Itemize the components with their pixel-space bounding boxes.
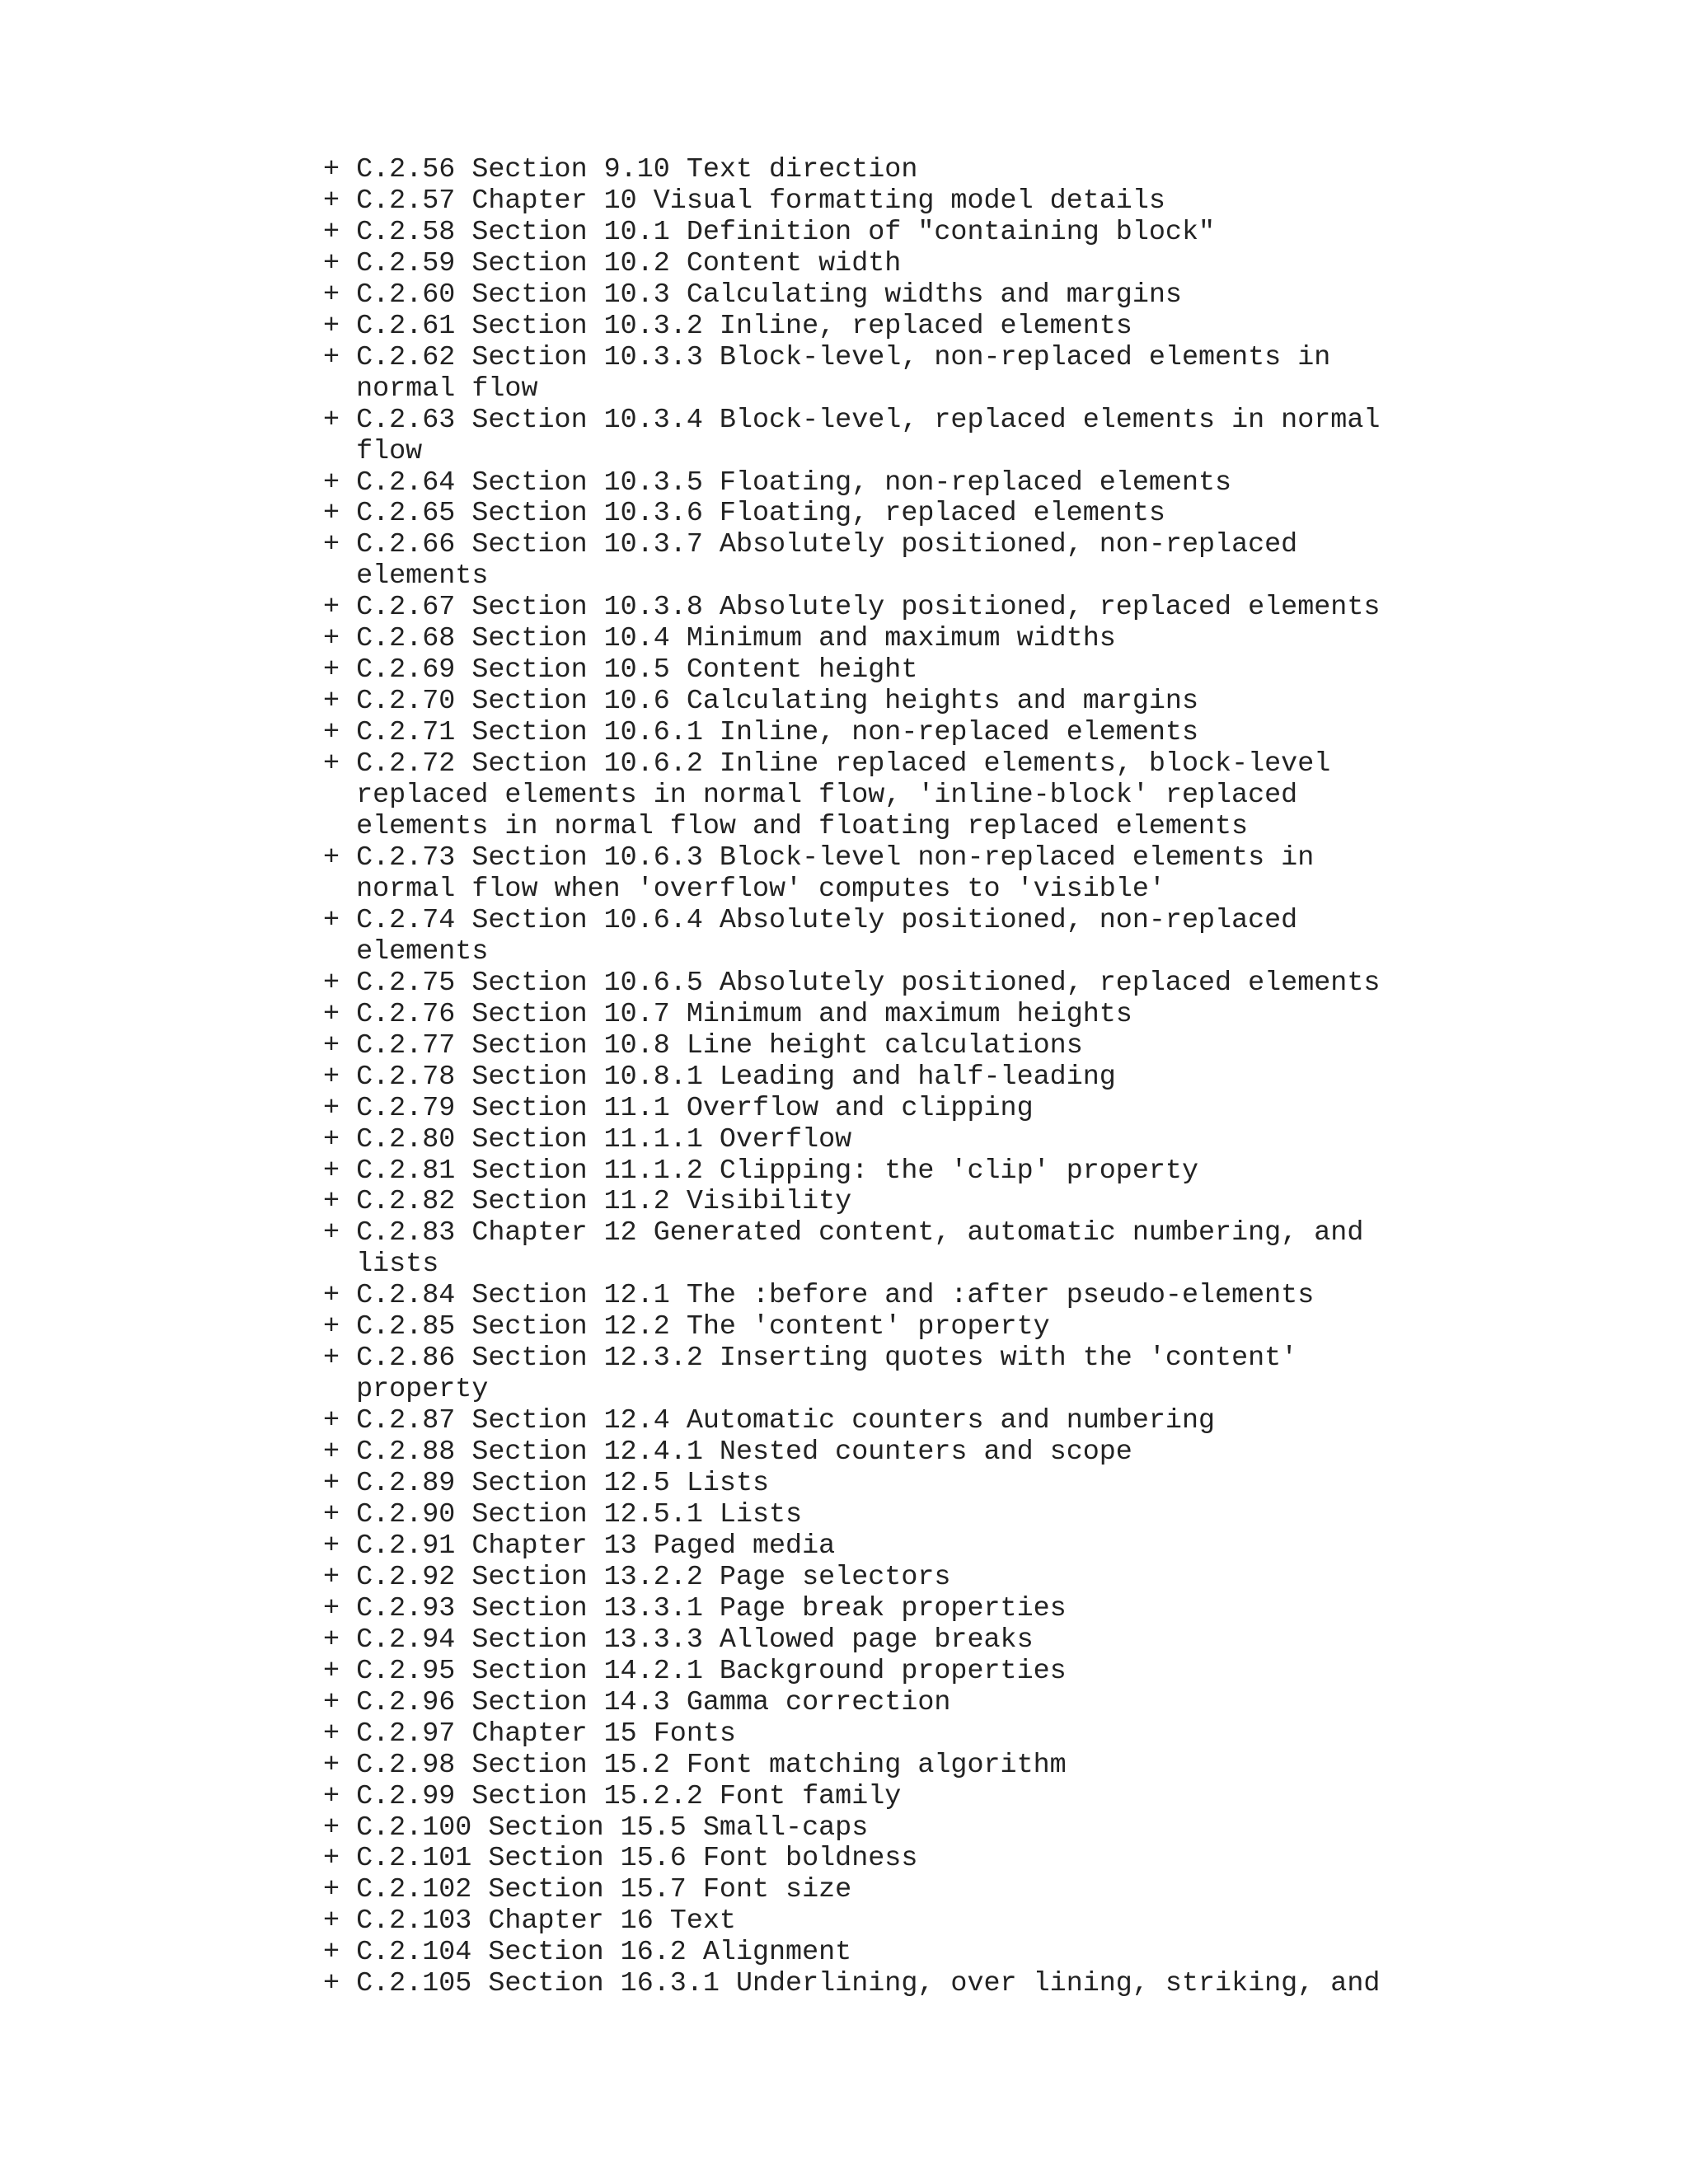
toc-entry [323,1688,1428,1719]
toc-entry [323,843,1428,906]
toc-entry-text: + C.2.61 Section 10.3.2 Inline, replaced elements [323,310,1132,342]
toc-entry [323,1406,1428,1437]
toc-entry-text: + C.2.86 Section 12.3.2 Inserting quotes with the 'content' [323,1343,1298,1375]
toc-entry-text: + C.2.103 Chapter 16 Text [323,1905,736,1938]
toc-entry [323,1657,1428,1688]
toc-entry [323,718,1428,749]
toc-entry-text: + C.2.63 Section 10.3.4 Block-level, replaced elements in normal [323,404,1381,436]
toc-entry [323,593,1428,624]
toc-entry-text: + C.2.105 Section 16.3.1 Underlining, over lining, striking, and [323,1968,1381,2000]
toc-entry [323,1312,1428,1343]
toc-entry-text: + C.2.59 Section 10.2 Content width [323,247,902,279]
toc-entry [323,1750,1428,1782]
toc-entry-text: + C.2.75 Section 10.6.5 Absolutely positioned, replaced elements [323,967,1381,999]
toc-entry [323,906,1428,968]
toc-entry [323,1125,1428,1156]
toc-entry-continuation: lists [356,1249,439,1281]
toc-entry-text: + C.2.79 Section 11.1 Overflow and clipping [323,1092,1034,1124]
table-of-contents-list [323,155,1428,2000]
toc-entry-text: + C.2.71 Section 10.6.1 Inline, non-replaced elements [323,717,1198,749]
toc-entry-text: + C.2.84 Section 12.1 The :before and :after pseudo-elements [323,1280,1315,1312]
toc-entry-continuation: replaced elements in normal flow, 'inline-block' replaced [356,780,1298,812]
toc-entry-text: + C.2.102 Section 15.7 Font size [323,1874,852,1906]
toc-entry [323,1187,1428,1218]
toc-entry [323,968,1428,1000]
toc-entry-text: + C.2.68 Section 10.4 Minimum and maximum widths [323,623,1116,655]
toc-entry [323,1218,1428,1281]
toc-entry-text: + C.2.66 Section 10.3.7 Absolutely positioned, non-replaced [323,529,1298,561]
toc-entry-text: + C.2.67 Section 10.3.8 Absolutely positioned, replaced elements [323,592,1381,624]
toc-entry-text: + C.2.65 Section 10.3.6 Floating, replaced elements [323,498,1165,530]
toc-entry-text: + C.2.96 Section 14.3 Gamma correction [323,1686,951,1718]
toc-entry [323,687,1428,718]
toc-entry-continuation: property [356,1374,489,1406]
toc-entry [323,218,1428,249]
toc-entry-text: + C.2.97 Chapter 15 Fonts [323,1718,736,1750]
toc-entry-text: + C.2.100 Section 15.5 Small-caps [323,1811,869,1844]
toc-entry-continuation: flow [356,435,423,467]
toc-entry [323,749,1428,843]
toc-entry [323,312,1428,343]
toc-entry [323,1343,1428,1406]
toc-entry [323,1281,1428,1312]
toc-entry-text: + C.2.60 Section 10.3 Calculating widths and margins [323,279,1182,311]
toc-entry-text: + C.2.57 Chapter 10 Visual formatting model details [323,185,1165,217]
toc-entry [323,1500,1428,1531]
toc-entry-text: + C.2.82 Section 11.2 Visibility [323,1186,852,1218]
toc-entry-text: + C.2.95 Section 14.2.1 Background properties [323,1655,1067,1687]
toc-entry-text: + C.2.89 Section 12.5 Lists [323,1468,770,1500]
toc-entry [323,1531,1428,1563]
toc-entry [323,186,1428,218]
toc-entry-text: + C.2.80 Section 11.1.1 Overflow [323,1123,852,1155]
toc-entry-text: + C.2.85 Section 12.2 The 'content' property [323,1311,1050,1343]
toc-entry-continuation: elements [356,935,489,968]
toc-entry [323,624,1428,655]
toc-entry-text: + C.2.87 Section 12.4 Automatic counters and numbering [323,1405,1216,1437]
toc-entry [323,1906,1428,1938]
toc-entry-continuation: normal flow [356,373,538,405]
toc-entry [323,1156,1428,1188]
toc-entry [323,1594,1428,1625]
toc-entry-text: + C.2.99 Section 15.2.2 Font family [323,1780,902,1812]
toc-entry-text: + C.2.69 Section 10.5 Content height [323,654,918,687]
toc-entry-text: + C.2.81 Section 11.1.2 Clipping: the 'clip' property [323,1155,1198,1187]
toc-entry-text: + C.2.83 Chapter 12 Generated content, automatic numbering, and [323,1217,1364,1249]
toc-entry [323,655,1428,687]
toc-entry-text: + C.2.74 Section 10.6.4 Absolutely positioned, non-replaced [323,904,1298,936]
toc-entry-text: + C.2.62 Section 10.3.3 Block-level, non-replaced elements in [323,341,1331,373]
toc-entry [323,1938,1428,1969]
toc-entry [323,468,1428,499]
toc-entry [323,1094,1428,1125]
toc-entry [323,1969,1428,2000]
toc-entry-text: + C.2.101 Section 15.6 Font boldness [323,1843,918,1875]
toc-entry-text: + C.2.88 Section 12.4.1 Nested counters and scope [323,1436,1132,1469]
toc-entry-continuation: elements in normal flow and floating replaced elements [356,811,1249,843]
toc-entry-text: + C.2.73 Section 10.6.3 Block-level non-replaced elements in [323,841,1315,874]
toc-entry [323,1062,1428,1094]
toc-entry [323,1000,1428,1031]
toc-entry [323,1625,1428,1657]
toc-entry [323,1469,1428,1500]
toc-entry-text: + C.2.72 Section 10.6.2 Inline replaced elements, block-level [323,748,1331,780]
toc-entry [323,405,1428,468]
toc-entry [323,1813,1428,1844]
toc-entry-text: + C.2.58 Section 10.1 Definition of "containing block" [323,216,1216,248]
toc-entry [323,499,1428,530]
toc-entry-continuation: elements [356,560,489,593]
toc-entry [323,1563,1428,1594]
toc-entry [323,280,1428,312]
toc-entry-continuation: normal flow when 'overflow' computes to 'visible' [356,873,1165,905]
toc-entry [323,343,1428,405]
toc-entry-text: + C.2.77 Section 10.8 Line height calculations [323,1029,1083,1062]
toc-entry [323,1782,1428,1813]
toc-entry [323,249,1428,280]
toc-entry-text: + C.2.93 Section 13.3.1 Page break properties [323,1592,1067,1624]
toc-entry [323,1875,1428,1906]
toc-entry [323,1844,1428,1875]
toc-entry-text: + C.2.91 Chapter 13 Paged media [323,1530,836,1562]
toc-entry-text: + C.2.104 Section 16.2 Alignment [323,1937,852,1969]
toc-entry [323,155,1428,186]
toc-entry-text: + C.2.90 Section 12.5.1 Lists [323,1498,803,1530]
toc-entry-text: + C.2.98 Section 15.2 Font matching algorithm [323,1749,1067,1781]
toc-entry [323,530,1428,593]
toc-entry-text: + C.2.78 Section 10.8.1 Leading and half-leading [323,1061,1116,1093]
toc-entry-text: + C.2.70 Section 10.6 Calculating heights and margins [323,686,1198,718]
toc-entry [323,1031,1428,1062]
toc-entry [323,1437,1428,1469]
toc-entry-text: + C.2.92 Section 13.2.2 Page selectors [323,1561,951,1593]
toc-entry-text: + C.2.94 Section 13.3.3 Allowed page breaks [323,1624,1034,1656]
toc-entry-text: + C.2.56 Section 9.10 Text direction [323,154,918,185]
toc-entry-text: + C.2.64 Section 10.3.5 Floating, non-replaced elements [323,466,1232,499]
toc-entry-text: + C.2.76 Section 10.7 Minimum and maximum heights [323,998,1132,1030]
toc-entry [323,1719,1428,1750]
